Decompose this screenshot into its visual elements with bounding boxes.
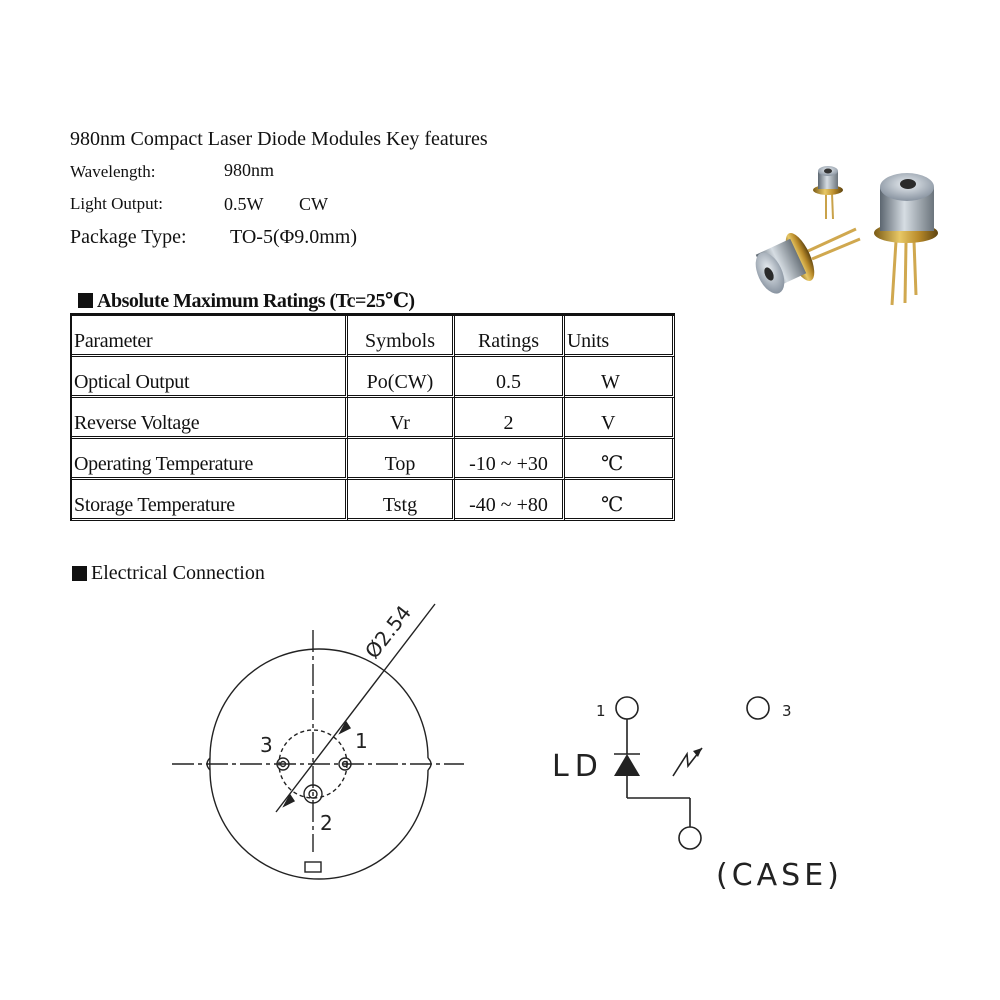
electrical-heading-text: Electrical Connection [91, 562, 265, 584]
ratings-table-container [70, 313, 623, 526]
table-row [72, 480, 675, 521]
section-bullet-square-icon [78, 293, 93, 308]
table-cell: Optical Output [72, 357, 348, 398]
dimension-label: Ø2.54 [360, 600, 417, 664]
table-cell: V [565, 398, 675, 439]
table-cell: Vr [348, 398, 455, 439]
table-cell: Operating Temperature [72, 439, 348, 480]
table-header-row [72, 316, 675, 357]
table-row [72, 398, 675, 439]
table-cell: 0.5 [455, 357, 565, 398]
ratings-heading [78, 288, 415, 313]
laser-diode-photo-icon [748, 153, 978, 313]
table-cell: Po(CW) [348, 357, 455, 398]
light-output-value: 0.5W [224, 194, 264, 214]
schematic-pin-3-label: 3 [782, 702, 792, 720]
pin-3-label: 3 [260, 733, 273, 757]
light-output-label: Light Output: [70, 194, 164, 213]
table-cell: W [565, 357, 675, 398]
ratings-heading-text: Absolute Maximum Ratings (Tc=25℃) [97, 290, 415, 312]
table-cell: 2 [455, 398, 565, 439]
pinout-diagram [170, 590, 470, 870]
case-terminal [679, 827, 701, 849]
header-cell: Ratings [455, 316, 565, 357]
table-cell: Top [348, 439, 455, 480]
ratings-table [70, 313, 675, 521]
table-cell: Reverse Voltage [72, 398, 348, 439]
header-cell: Units [565, 316, 675, 357]
table-cell: Tstg [348, 480, 455, 521]
section-bullet-square-icon [72, 566, 87, 581]
pin-1-terminal [616, 697, 638, 719]
wavelength-label: Wavelength: [70, 162, 156, 181]
schematic-drawing [540, 680, 860, 893]
table-cell: Storage Temperature [72, 480, 348, 521]
ld-label: LD [552, 749, 604, 784]
table-row [72, 439, 675, 480]
schematic-diagram [540, 680, 860, 893]
features-title: 980nm Compact Laser Diode Modules Key features [70, 128, 488, 150]
pin-1-label: 1 [355, 729, 368, 753]
case-label: (CASE) [716, 858, 843, 893]
header-cell: Symbols [348, 316, 455, 357]
electrical-heading [72, 562, 265, 585]
pin-3-terminal [747, 697, 769, 719]
table-cell: -40 ~ +80 [455, 480, 565, 521]
table-row [72, 357, 675, 398]
pin-2-label: 2 [320, 811, 333, 835]
schematic-pin-1-label: 1 [596, 702, 606, 720]
table-cell: ℃ [565, 439, 675, 480]
table-cell: -10 ~ +30 [455, 439, 565, 480]
header-cell: Parameter [72, 316, 348, 357]
laser-diode-photo [748, 153, 978, 313]
package-type-label: Package Type: [70, 226, 187, 248]
pinout-drawing [170, 590, 470, 870]
diode-symbol-icon [614, 754, 640, 776]
table-cell: ℃ [565, 480, 675, 521]
package-type-value: TO-5(Φ9.0mm) [230, 226, 358, 248]
wavelength-value: 980nm [224, 160, 275, 180]
light-output-mode: CW [299, 194, 328, 214]
